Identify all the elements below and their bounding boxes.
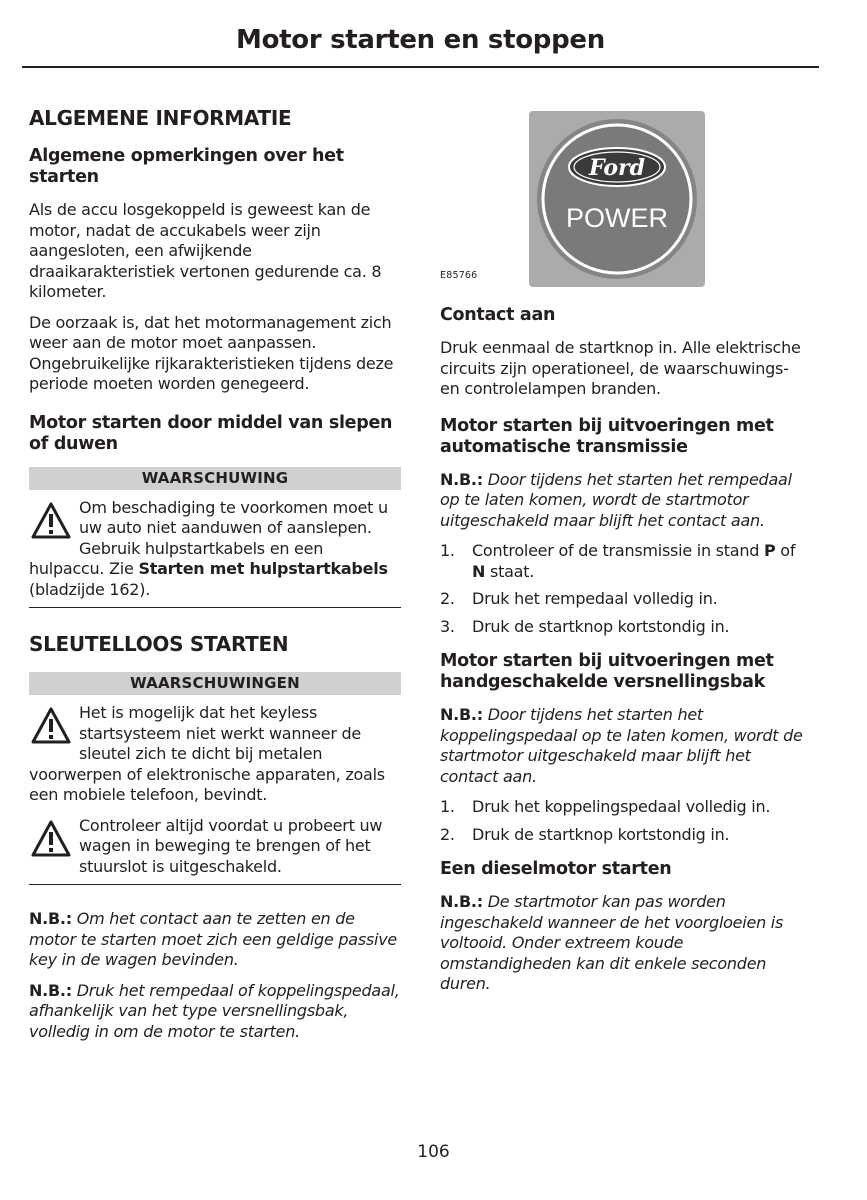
ford-logo-text: Ford (588, 155, 646, 181)
subsection-title-tow-push-start: Motor starten door middel van slepen of duwen (29, 412, 393, 454)
subsection-title-manual: Motor starten bij uitvoeringen met handgeschakelde versnellingsbak (440, 651, 774, 692)
cross-reference-link[interactable]: Starten met hulpstartkabels (138, 559, 388, 578)
paragraph-ignition-on: Druk eenmaal de startknop in. Alle elektrische circuits zijn operationeel, de waarschuwings- en controlelampen branden. (440, 338, 801, 398)
steps-automatic (440, 541, 812, 637)
warning-text: Controleer altijd voordat u probeert uw wagen in beweging te brengen of het stuurslot is uitgeschakeld. (79, 815, 383, 876)
power-label: POWER (565, 203, 669, 233)
note-passive-key: N.B.: Om het contact aan te zetten en de motor te starten moet zich een geldige passive key in de wagen bevinden. (29, 909, 398, 969)
figure-power-button (440, 105, 812, 301)
list-item: 1. Controleer of de transmissie in stand P of N staat. (440, 541, 796, 581)
subsection-title-starting-remarks: Algemene opmerkingen over het starten (29, 146, 344, 187)
paragraph-engine-management: De oorzaak is, dat het motormanagement zich weer aan de motor moet aanpassen. Ongebruikelijke rijkarakteristieken tijdens deze periode moeten worden genegeerd. (29, 312, 394, 393)
warning-box-keyless (29, 672, 401, 885)
warning-triangle-icon (31, 819, 71, 859)
page-reference: (bladzijde 162). (29, 579, 151, 599)
left-column (29, 100, 401, 1052)
subsection-title-ignition-on: Contact aan (440, 305, 556, 325)
note-manual: N.B.: Door tijdens het starten het koppelingspedaal op te laten komen, wordt de startmotor uitgeschakeld maar blijft het contact aan. (440, 705, 803, 786)
section-title-keyless-start: SLEUTELLOOS STARTEN (29, 632, 289, 656)
list-item: 2. Druk de startknop kortstondig in. (440, 824, 730, 844)
power-button-image (529, 111, 705, 287)
warnings-header: WAARSCHUWINGEN (29, 672, 401, 695)
page-header (22, 18, 819, 68)
warning-item (29, 703, 401, 806)
warning-box-tow (29, 467, 401, 609)
paragraph-battery: Als de accu losgekoppeld is geweest kan de motor, nadat de accukabels weer zijn aangesloten, een afwijkende draaikarakteristiek vertonen gedurende ca. 8 kilometer. (29, 200, 382, 301)
power-button-illustration (529, 111, 705, 287)
warning-item (29, 816, 401, 878)
list-item: 2. Druk het rempedaal volledig in. (440, 589, 718, 608)
warning-text: Om beschadiging te voorkomen moet u uw auto niet aanduwen of aanslepen. Gebruik hulpstartkabels en een hulpaccu. Zie (29, 497, 388, 578)
subsection-title-diesel: Een dieselmotor starten (440, 859, 672, 879)
section-title-general-info: ALGEMENE INFORMATIE (29, 106, 292, 130)
warning-item (29, 498, 401, 601)
page-number: 106 (417, 1142, 450, 1162)
note-automatic: N.B.: Door tijdens het starten het rempedaal op te laten komen, wordt de startmotor uitgeschakeld maar blijft het contact aan. (440, 469, 792, 530)
right-column (440, 100, 812, 1005)
steps-manual (440, 797, 812, 845)
note-diesel: N.B.: De startmotor kan pas worden ingeschakeld wanneer de het voorgloeien is voltooid. Onder extreem koude omstandigheden kan dit enkele seconden duren. (440, 892, 784, 993)
page-title: Motor starten en stoppen (236, 25, 605, 55)
list-item: 1. Druk het koppelingspedaal volledig in. (440, 797, 771, 816)
warning-triangle-icon (31, 706, 71, 746)
note-pedal: N.B.: Druk het rempedaal of koppelingspedaal, afhankelijk van het type versnellingsbak, volledig in om de motor te starten. (29, 980, 400, 1041)
list-item: 3. Druk de startknop kortstondig in. (440, 616, 730, 636)
warning-text: Het is mogelijk dat het keyless startsysteem niet werkt wanneer de sleutel zich te dicht bij metalen voorwerpen of elektronische apparaten, zoals een mobiele telefoon, bevindt. (29, 703, 385, 804)
figure-id: E85766 (440, 270, 478, 281)
warning-header: WAARSCHUWING (29, 467, 401, 490)
warning-triangle-icon (31, 501, 71, 541)
subsection-title-automatic: Motor starten bij uitvoeringen met automatische transmissie (440, 415, 774, 457)
